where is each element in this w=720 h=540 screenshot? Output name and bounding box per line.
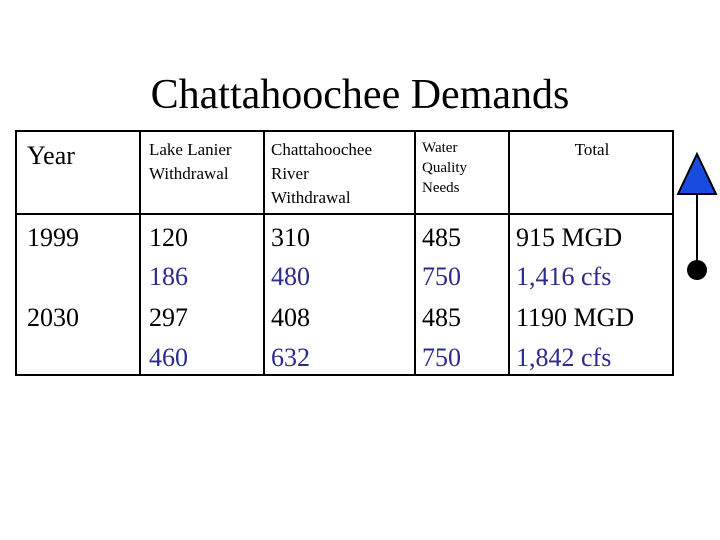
- row-1999-year: 1999: [27, 223, 79, 252]
- row-2030-total-mgd: 1190 MGD: [516, 303, 635, 332]
- row-1999-total-cfs: 1,416 cfs: [516, 262, 612, 291]
- row-1999-wq-mgd: 485: [422, 223, 461, 252]
- row-2030-total-cfs: 1,842 cfs: [516, 343, 612, 372]
- row-1999-river-cfs: 480: [271, 262, 310, 291]
- header-lake-lanier: Lake Lanier Withdrawal: [149, 140, 232, 183]
- header-water-quality: Water Quality Needs: [422, 140, 467, 196]
- row-2030-wq-mgd: 485: [422, 303, 461, 332]
- row-1999-river-mgd: 310: [271, 223, 310, 252]
- row-1999-total-mgd: 915 MGD: [516, 223, 623, 252]
- row-1999-lake-cfs: 186: [149, 262, 188, 291]
- row-divider: [17, 213, 672, 215]
- header-river: Chattahoochee River Withdrawal: [271, 140, 373, 207]
- header-total: Total: [574, 140, 610, 159]
- row-2030-year: 2030: [27, 303, 79, 332]
- row-2030-river-cfs: 632: [271, 343, 310, 372]
- column-divider: [508, 132, 510, 374]
- arrow-head-icon: [676, 152, 718, 196]
- row-2030-lake-cfs: 460: [149, 343, 188, 372]
- column-divider: [139, 132, 141, 374]
- up-arrow-with-dot-icon: [674, 150, 720, 290]
- row-2030-lake-mgd: 297: [149, 303, 188, 332]
- demands-table: [15, 130, 674, 376]
- column-divider: [414, 132, 416, 374]
- row-2030-river-mgd: 408: [271, 303, 310, 332]
- page-title: Chattahoochee Demands: [150, 72, 570, 118]
- arrow-dot-icon: [687, 260, 707, 280]
- header-year: Year: [27, 141, 75, 170]
- row-2030-wq-cfs: 750: [422, 343, 461, 372]
- row-1999-wq-cfs: 750: [422, 262, 461, 291]
- column-divider: [263, 132, 265, 374]
- row-1999-lake-mgd: 120: [149, 223, 188, 252]
